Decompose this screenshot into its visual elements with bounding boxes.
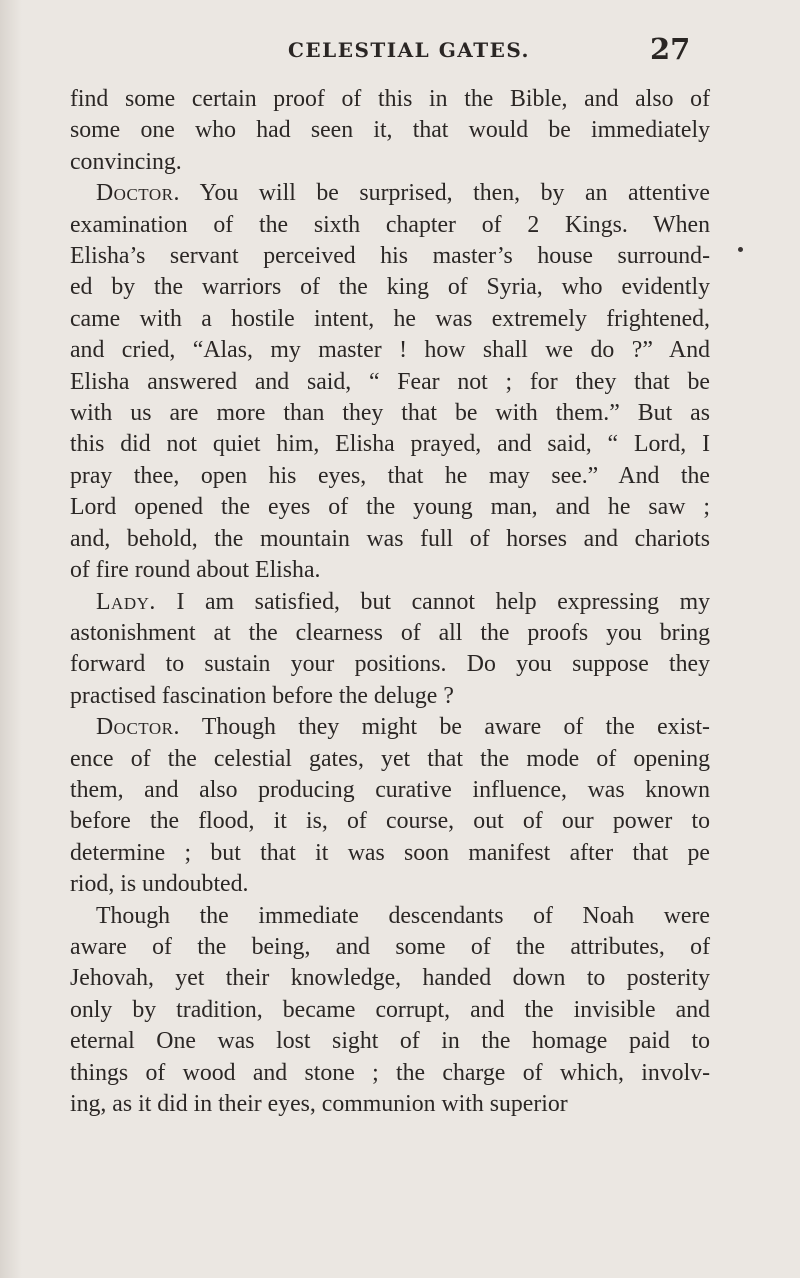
text-line: aware of the being, and some of the attributes, of — [70, 933, 710, 960]
text-line: examination of the sixth chapter of 2 Kings. When — [70, 211, 710, 238]
text-line: came with a hostile intent, he was extremely frightened, — [70, 305, 710, 332]
text-line: only by tradition, became corrupt, and the invisible and — [70, 996, 710, 1023]
text-line: ing, as it did in their eyes, communion with superior — [70, 1091, 568, 1117]
page-number: 27 — [650, 32, 691, 66]
text-line: Elisha answered and said, “ Fear not ; for they that be — [70, 368, 710, 395]
text-line: Though the immediate descendants of Noah were — [96, 902, 710, 929]
text-line: determine ; but that it was soon manifest after that pe — [70, 839, 710, 866]
speaker-label: Doctor. — [96, 714, 180, 741]
text-line: astonishment at the clearness of all the proofs you bring — [70, 619, 710, 646]
text-line: Elisha’s servant perceived his master’s house surround- — [70, 243, 710, 270]
text-line: find some certain proof of this in the Bible, and also of — [70, 86, 710, 112]
speaker-label: Lady. — [96, 588, 156, 615]
running-title: CELESTIAL GATES. — [288, 38, 531, 62]
body-text — [70, 84, 710, 1120]
page-header — [0, 34, 800, 74]
text-line: and, behold, the mountain was full of horses and chariots — [70, 525, 710, 552]
margin-mark — [738, 247, 743, 252]
speaker-label: Doctor. — [96, 180, 180, 207]
text-line: and cried, “Alas, my master ! how shall we do ?” And — [70, 337, 710, 364]
text-line: riod, is undoubted. — [70, 871, 249, 898]
text-line: before the flood, it is, of course, out of our power to — [70, 808, 710, 835]
text-line: of fire round about Elisha. — [70, 557, 321, 584]
text-line: practised fascination before the deluge ? — [70, 682, 454, 709]
page-gutter-shadow — [0, 0, 22, 1278]
text-line — [70, 587, 710, 618]
text-line: forward to sustain your positions. Do you suppose they — [70, 651, 710, 678]
text-line: ed by the warriors of the king of Syria, who evidently — [70, 274, 710, 301]
text-line: Jehovah, yet their knowledge, handed down to posterity — [70, 965, 710, 992]
text-line: pray thee, open his eyes, that he may see.” And the — [70, 462, 710, 489]
text-line: Lord opened the eyes of the young man, and he saw ; — [70, 494, 710, 521]
text-line-content: Though they might be aware of the exist- — [201, 714, 710, 741]
text-line: with us are more than they that be with them.” But as — [70, 400, 710, 427]
text-line: some one who had seen it, that would be immediately — [70, 117, 710, 144]
text-line: eternal One was lost sight of in the homage paid to — [70, 1028, 710, 1055]
text-line-content: I am satisfied, but cannot help expressing my — [176, 588, 711, 615]
text-line: them, and also producing curative influence, was known — [70, 776, 710, 803]
text-line: ence of the celestial gates, yet that the mode of opening — [70, 745, 710, 772]
text-line: this did not quiet him, Elisha prayed, and said, “ Lord, I — [70, 431, 710, 458]
text-line: convincing. — [70, 148, 182, 175]
text-line-content: You will be surprised, then, by an attentive — [199, 180, 710, 207]
text-line: things of wood and stone ; the charge of which, involv- — [70, 1059, 710, 1086]
text-line — [70, 178, 710, 209]
text-line — [70, 712, 710, 743]
